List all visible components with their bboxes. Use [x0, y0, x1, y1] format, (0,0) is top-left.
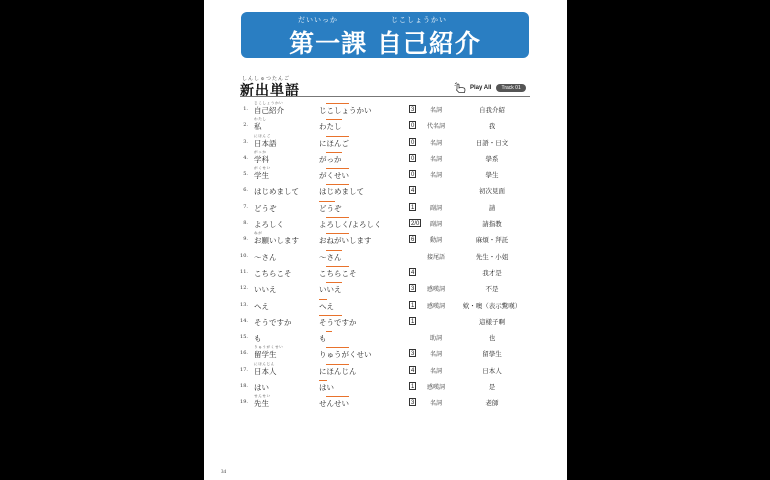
vocab-meaning: 自我介紹: [479, 106, 505, 114]
pitch-accent-line: [326, 266, 349, 267]
vocab-ruby: がくせい: [254, 166, 271, 171]
pitch-accent-line: [319, 299, 327, 300]
section-title: 新出単語: [240, 83, 300, 99]
pitch-accent-line: [319, 201, 335, 202]
vocab-ruby: にほんじん: [254, 361, 275, 366]
pitch-accent-line: [326, 396, 349, 397]
vocab-number: 9.: [243, 236, 248, 243]
vocab-meaning: 是: [488, 383, 496, 392]
lesson-number-ruby: だいいっか: [298, 16, 338, 24]
pitch-accent-line: [326, 364, 349, 365]
pitch-accent-line: [326, 331, 332, 332]
vocab-reading: にほんじん: [319, 366, 357, 376]
vocab-number: 4.: [243, 154, 248, 161]
vocab-row: [204, 346, 567, 362]
vocab-word: よろしく: [254, 220, 284, 230]
accent-box: 4: [411, 367, 415, 374]
pitch-accent-line: [326, 217, 349, 218]
vocab-number: 18.: [240, 383, 248, 390]
vocab-meaning: 日本人: [482, 366, 502, 375]
accent-box: 4: [411, 269, 415, 276]
vocab-row: [204, 200, 567, 216]
accent-box: 3: [411, 286, 415, 293]
vocab-word: どうぞ: [254, 203, 277, 213]
pitch-accent-line: [326, 250, 342, 251]
vocab-meaning: 學系: [485, 154, 499, 163]
vocab-word: 留学生: [254, 350, 277, 360]
pitch-accent-line: [326, 184, 349, 185]
vocab-meaning: 請: [488, 203, 496, 212]
accent-box: 3: [411, 351, 415, 358]
vocab-meaning: 學生: [485, 171, 499, 180]
vocab-word: いいえ: [254, 285, 277, 295]
vocab-row: [204, 314, 567, 330]
vocab-meaning: 麻煩・拜託: [475, 236, 509, 245]
part-of-speech: 副詞: [429, 204, 442, 212]
vocab-number: 8.: [243, 220, 248, 227]
vocab-number: 5.: [243, 171, 248, 178]
vocab-ruby: せんせい: [254, 394, 271, 399]
vocab-number: 17.: [240, 366, 248, 373]
vocab-number: 16.: [240, 350, 248, 357]
vocab-ruby: にほんご: [254, 133, 271, 138]
vocab-meaning: 欸・噢（表示驚嘆）: [462, 301, 522, 310]
pitch-accent-line: [326, 282, 342, 283]
accent-box: 0: [411, 172, 415, 179]
vocab-row: [204, 167, 567, 183]
vocab-reading: がくせい: [319, 171, 349, 181]
vocab-word: 私: [254, 122, 262, 132]
vocab-meaning: 這樣子啊: [479, 317, 505, 326]
vocab-row: [204, 216, 567, 232]
vocab-meaning: 日語・日文: [475, 138, 509, 147]
vocab-word: 日本語: [254, 138, 277, 148]
vocab-word: はい: [254, 383, 269, 393]
pitch-accent-line: [326, 168, 349, 169]
vocab-row: [204, 135, 567, 151]
vocab-row: [204, 330, 567, 346]
vocab-ruby: がっか: [254, 149, 267, 154]
accent-box: 1: [411, 384, 415, 391]
vocab-number: 3.: [243, 138, 248, 145]
vocab-meaning: 我才是: [482, 268, 502, 277]
vocab-number: 12.: [240, 285, 248, 292]
lesson-title-banner: [241, 12, 529, 58]
part-of-speech: 名詞: [429, 107, 442, 114]
part-of-speech: 名詞: [429, 172, 442, 180]
vocab-number: 11.: [240, 268, 248, 275]
accent-box: 1: [411, 204, 415, 211]
pitch-accent-line: [326, 136, 349, 137]
vocab-row: [204, 379, 567, 395]
pitch-accent-line: [326, 347, 349, 348]
vocab-reading: こちらこそ: [319, 268, 357, 278]
page-number: 34: [221, 470, 226, 475]
vocab-row: [204, 395, 567, 411]
vocab-reading: いいえ: [319, 285, 342, 295]
section-title-ruby: しんしゅつたんご: [242, 76, 291, 82]
textbook-page: [204, 0, 567, 480]
vocab-number: 2.: [243, 122, 248, 129]
vocab-reading: はい: [319, 383, 334, 393]
vocab-row: [204, 265, 567, 281]
pitch-accent-line: [319, 315, 342, 316]
vocab-meaning: 先生・小姐: [475, 252, 509, 261]
vocab-reading: りゅうがくせい: [319, 350, 372, 360]
vocab-word: 自己紹介: [254, 106, 284, 115]
accent-box: 0: [411, 123, 415, 130]
vocab-word: そうですか: [254, 317, 292, 327]
vocab-row: [204, 118, 567, 134]
vocab-ruby: りゅうがくせい: [254, 345, 284, 350]
accent-box: 3: [411, 107, 415, 113]
part-of-speech: 代名詞: [426, 123, 445, 131]
hand-pointer-icon: [454, 82, 467, 94]
vocab-number: 10.: [240, 252, 248, 259]
vocab-word: 日本人: [254, 366, 277, 376]
part-of-speech: 名詞: [429, 367, 442, 375]
vocab-reading: はじめまして: [319, 187, 364, 197]
accent-box: 0: [411, 155, 415, 162]
vocab-meaning: 請指教: [482, 220, 502, 229]
vocab-list: [204, 102, 567, 412]
vocab-row: [204, 249, 567, 265]
vocab-word: 学科: [254, 154, 269, 164]
vocab-number: 7.: [243, 203, 248, 210]
part-of-speech: 感嘆詞: [426, 286, 445, 294]
vocab-row: [204, 363, 567, 379]
vocab-row: [204, 281, 567, 297]
vocab-word: も: [254, 334, 262, 344]
vocab-row: [204, 151, 567, 167]
vocab-reading: よろしく/よろしく: [319, 220, 382, 230]
part-of-speech: 助詞: [429, 335, 442, 343]
part-of-speech: 副詞: [429, 221, 442, 229]
part-of-speech: 名詞: [429, 400, 442, 408]
vocab-reading: わたし: [319, 122, 342, 132]
accent-box: 3: [411, 400, 415, 407]
accent-box: 6: [411, 237, 415, 244]
vocab-number: 19.: [240, 399, 248, 406]
vocab-row: [204, 298, 567, 314]
vocab-word: 学生: [254, 171, 269, 181]
vocab-meaning: 也: [488, 334, 496, 343]
vocab-number: 14.: [240, 317, 248, 324]
vocab-word: ～さん: [254, 252, 277, 262]
lesson-title: 第一課 自己紹介: [289, 29, 481, 58]
vocab-meaning: 留學生: [482, 350, 502, 359]
vocab-number: 1.: [243, 106, 248, 112]
part-of-speech: 接尾語: [426, 253, 445, 261]
vocab-number: 6.: [243, 187, 248, 194]
vocab-ruby: ねが: [254, 231, 263, 236]
vocab-ruby: わたし: [254, 117, 267, 122]
part-of-speech: 名詞: [429, 155, 442, 163]
pitch-accent-line: [326, 233, 349, 234]
accent-box: 1: [411, 318, 415, 325]
vocab-meaning: 初次見面: [479, 187, 505, 196]
part-of-speech: 名詞: [429, 139, 442, 147]
part-of-speech: 感嘆詞: [426, 384, 445, 392]
vocab-reading: ～さん: [319, 252, 342, 262]
vocab-reading: どうぞ: [319, 203, 342, 213]
vocab-row: [204, 232, 567, 248]
pitch-accent-line: [326, 119, 342, 120]
section-divider: [240, 96, 530, 97]
vocab-reading: せんせい: [319, 399, 349, 409]
vocab-word: お願いします: [254, 236, 299, 246]
accent-box: 2/0: [411, 221, 420, 228]
accent-box: 4: [411, 188, 415, 195]
pitch-accent-line: [319, 380, 327, 381]
vocab-ruby: じこしょうかい: [254, 101, 284, 105]
vocab-word: こちらこそ: [254, 268, 292, 278]
vocab-meaning: 老師: [485, 399, 499, 408]
vocab-word: はじめまして: [254, 187, 299, 197]
pitch-accent-line: [326, 152, 342, 153]
vocab-meaning: 不是: [485, 285, 499, 294]
vocab-meaning: 我: [488, 122, 496, 131]
lesson-topic-ruby: じこしょうかい: [391, 16, 447, 24]
vocab-reading: がっか: [319, 154, 342, 164]
vocab-number: 15.: [240, 334, 248, 341]
vocab-number: 13.: [240, 301, 248, 308]
vocab-reading: おねがいします: [319, 236, 372, 246]
vocab-word: へえ: [254, 301, 269, 311]
part-of-speech: 名詞: [429, 351, 442, 359]
pitch-accent-line: [326, 103, 349, 104]
vocab-row: [204, 102, 567, 118]
vocab-reading: も: [319, 334, 327, 344]
vocab-reading: にほんご: [319, 138, 349, 148]
accent-box: 0: [411, 139, 415, 146]
vocab-reading: へえ: [319, 301, 334, 311]
part-of-speech: 感嘆詞: [426, 302, 445, 310]
accent-box: 1: [411, 302, 415, 309]
vocab-reading: じこしょうかい: [319, 106, 372, 115]
part-of-speech: 動詞: [429, 237, 442, 245]
vocab-row: [204, 183, 567, 199]
track-badge: Track 01: [496, 84, 525, 92]
vocab-word: 先生: [254, 399, 269, 409]
play-all-control[interactable]: [454, 82, 526, 94]
vocab-reading: そうですか: [319, 317, 357, 327]
play-all-label[interactable]: Play All: [470, 85, 492, 91]
